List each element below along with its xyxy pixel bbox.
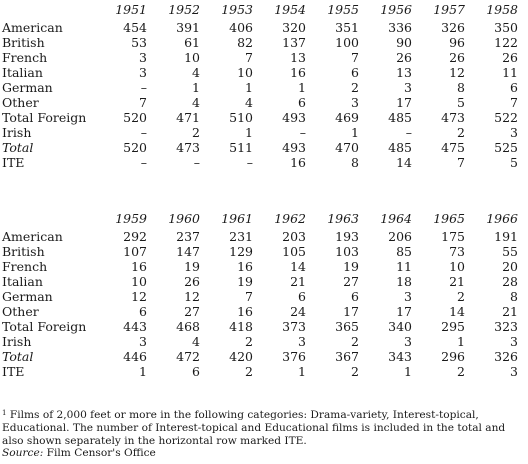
table-row [0, 95, 524, 110]
year-header-row [0, 211, 524, 229]
table-cell: 469 [335, 110, 359, 125]
table-cell: 27 [343, 274, 359, 289]
year-header: 1965 [433, 211, 465, 226]
table-cell: 28 [502, 274, 518, 289]
table-cell: 18 [396, 274, 412, 289]
table-cell: 26 [184, 274, 200, 289]
table-cell: 19 [184, 259, 200, 274]
table-cell: 473 [176, 140, 200, 155]
table-row [0, 274, 524, 289]
table-cell: 418 [229, 319, 253, 334]
table-cell: 3 [139, 334, 147, 349]
row-label: British [2, 244, 45, 259]
table-cell: 53 [131, 35, 147, 50]
table-cell: 3 [404, 334, 412, 349]
source-line [2, 447, 156, 460]
table-cell: 520 [123, 110, 147, 125]
year-header: 1961 [221, 211, 253, 226]
table-cell: 147 [176, 244, 200, 259]
table-cell: 323 [494, 319, 518, 334]
table-cell: 376 [282, 349, 306, 364]
table-cell: 2 [245, 364, 253, 379]
table-cell: – [246, 155, 253, 170]
footnote [2, 407, 524, 448]
table-cell: 27 [184, 304, 200, 319]
table-cell: 7 [351, 50, 359, 65]
table-cell: 17 [396, 304, 412, 319]
table-cell: 493 [282, 140, 306, 155]
table-cell: 520 [123, 140, 147, 155]
table-cell: 7 [457, 155, 465, 170]
row-label: Italian [2, 65, 43, 80]
table-cell: 2 [192, 125, 200, 140]
table-cell: 7 [245, 289, 253, 304]
table-row [0, 349, 524, 364]
row-label: Total Foreign [2, 319, 87, 334]
table-row [0, 289, 524, 304]
table-cell: 237 [176, 229, 200, 244]
table-cell: 1 [457, 334, 465, 349]
table-cell: 82 [237, 35, 253, 50]
table-cell: 6 [298, 95, 306, 110]
table-cell: 326 [441, 20, 465, 35]
table-row [0, 50, 524, 65]
table-cell: 1 [298, 80, 306, 95]
table-cell: 510 [229, 110, 253, 125]
table-cell: 443 [123, 319, 147, 334]
table-cell: 367 [335, 349, 359, 364]
table-cell: 2 [457, 125, 465, 140]
table-cell: 4 [245, 95, 253, 110]
films-table-1959-1966 [0, 211, 524, 379]
table-cell: – [193, 155, 200, 170]
table-cell: 6 [192, 364, 200, 379]
table-row [0, 80, 524, 95]
table-cell: 55 [502, 244, 518, 259]
table-cell: 7 [510, 95, 518, 110]
table-cell: 14 [449, 304, 465, 319]
year-header: 1957 [433, 2, 465, 17]
table-cell: – [405, 125, 412, 140]
table-cell: 1 [298, 364, 306, 379]
row-label: ITE [2, 364, 25, 379]
year-header-row [0, 2, 524, 20]
table-header [0, 2, 524, 20]
table-cell: 475 [441, 140, 465, 155]
table-cell: 511 [229, 140, 253, 155]
table-cell: 3 [298, 334, 306, 349]
source-text: Film Censor's Office [46, 447, 156, 459]
table-cell: 292 [123, 229, 147, 244]
table-cell: 61 [184, 35, 200, 50]
row-label: American [2, 229, 63, 244]
table-cell: 454 [123, 20, 147, 35]
footnote-text: Films of 2,000 feet or more in the following categories: Drama-variety, Interest-topical, Educational. The number of Interest-topical and Educational films is included in the total and also shown separately in the horizontal row marked ITE. [2, 409, 506, 447]
table-row [0, 229, 524, 244]
row-label: German [2, 289, 53, 304]
table-cell: 1 [404, 364, 412, 379]
table-cell: 373 [282, 319, 306, 334]
table-cell: 11 [502, 65, 518, 80]
table-cell: 326 [494, 349, 518, 364]
table-cell: 100 [335, 35, 359, 50]
year-header: 1954 [274, 2, 306, 17]
table-cell: 295 [441, 319, 465, 334]
header-corner [0, 2, 100, 20]
table-cell: – [140, 155, 147, 170]
table-cell: 3 [404, 289, 412, 304]
row-label: Other [2, 95, 39, 110]
row-label: German [2, 80, 53, 95]
table-cell: 21 [449, 274, 465, 289]
year-header: 1953 [221, 2, 253, 17]
table-cell: 2 [457, 364, 465, 379]
table-row [0, 155, 524, 170]
table-row [0, 304, 524, 319]
table-cell: 191 [494, 229, 518, 244]
table-cell: 73 [449, 244, 465, 259]
table-cell: 19 [343, 259, 359, 274]
table-cell: 1 [245, 80, 253, 95]
table-cell: 365 [335, 319, 359, 334]
table-cell: 343 [388, 349, 412, 364]
table-cell: 493 [282, 110, 306, 125]
row-label: French [2, 50, 48, 65]
table-row [0, 244, 524, 259]
table-cell: 175 [441, 229, 465, 244]
table-cell: 468 [176, 319, 200, 334]
table-cell: 193 [335, 229, 359, 244]
table-row [0, 20, 524, 35]
year-header: 1963 [327, 211, 359, 226]
year-header: 1951 [115, 2, 147, 17]
table-cell: 16 [237, 304, 253, 319]
table-cell: 5 [457, 95, 465, 110]
table-body [0, 229, 524, 379]
table-cell: 26 [396, 50, 412, 65]
table-cell: 485 [388, 140, 412, 155]
row-label: British [2, 35, 45, 50]
table-cell: 14 [290, 259, 306, 274]
table-cell: 522 [494, 110, 518, 125]
table-cell: 1 [245, 125, 253, 140]
row-label: French [2, 259, 48, 274]
table-cell: 6 [351, 65, 359, 80]
table-cell: 2 [245, 334, 253, 349]
row-label: Total Foreign [2, 110, 87, 125]
row-label: ITE [2, 155, 25, 170]
table-cell: 8 [351, 155, 359, 170]
table-cell: 296 [441, 349, 465, 364]
films-table-1951-1958 [0, 2, 524, 170]
table-cell: 90 [396, 35, 412, 50]
table-cell: 14 [396, 155, 412, 170]
table-cell: 6 [510, 80, 518, 95]
row-label: Total [2, 140, 34, 155]
table-cell: 105 [282, 244, 306, 259]
table-cell: 6 [351, 289, 359, 304]
table-header [0, 211, 524, 229]
row-label: American [2, 20, 63, 35]
year-header: 1966 [486, 211, 518, 226]
year-header: 1956 [380, 2, 412, 17]
row-label: Italian [2, 274, 43, 289]
year-header: 1962 [274, 211, 306, 226]
table-cell: 320 [282, 20, 306, 35]
table-cell: 12 [131, 289, 147, 304]
table-cell: 4 [192, 334, 200, 349]
table-cell: 96 [449, 35, 465, 50]
table-cell: 12 [184, 289, 200, 304]
table-cell: 3 [404, 80, 412, 95]
table-row [0, 319, 524, 334]
table-cell: 3 [510, 125, 518, 140]
table-cell: 3 [351, 95, 359, 110]
table-cell: 336 [388, 20, 412, 35]
table-cell: 231 [229, 229, 253, 244]
table-cell: 12 [449, 65, 465, 80]
table-cell: – [299, 125, 306, 140]
table-cell: 11 [396, 259, 412, 274]
table-cell: 391 [176, 20, 200, 35]
row-label: Irish [2, 334, 32, 349]
table-cell: 2 [351, 334, 359, 349]
year-header: 1960 [168, 211, 200, 226]
table-row [0, 140, 524, 155]
table-row [0, 334, 524, 349]
table-body [0, 20, 524, 170]
table-cell: 21 [502, 304, 518, 319]
table-cell: 3 [139, 65, 147, 80]
table-cell: 473 [441, 110, 465, 125]
table-cell: 7 [139, 95, 147, 110]
table-cell: 137 [282, 35, 306, 50]
table-cell: 103 [335, 244, 359, 259]
table-cell: 1 [351, 125, 359, 140]
table-cell: 8 [457, 80, 465, 95]
table-cell: 470 [335, 140, 359, 155]
table-cell: 472 [176, 349, 200, 364]
table-cell: 5 [510, 155, 518, 170]
table-cell: 26 [449, 50, 465, 65]
footnote-marker: 1 [2, 409, 7, 417]
table-cell: 3 [510, 364, 518, 379]
table-cell: – [140, 125, 147, 140]
table-cell: 10 [184, 50, 200, 65]
row-label: Total [2, 349, 34, 364]
table-cell: 17 [396, 95, 412, 110]
table-cell: 1 [192, 80, 200, 95]
table-cell: 6 [298, 289, 306, 304]
table-cell: 525 [494, 140, 518, 155]
table-row [0, 259, 524, 274]
table-cell: 16 [290, 65, 306, 80]
table-cell: 129 [229, 244, 253, 259]
table-row [0, 125, 524, 140]
table-cell: 7 [245, 50, 253, 65]
table-cell: 10 [449, 259, 465, 274]
table-cell: 2 [457, 289, 465, 304]
table-cell: 3 [139, 50, 147, 65]
year-header: 1959 [115, 211, 147, 226]
table-cell: 446 [123, 349, 147, 364]
table-cell: 406 [229, 20, 253, 35]
table-cell: 420 [229, 349, 253, 364]
row-label: Irish [2, 125, 32, 140]
table-cell: 24 [290, 304, 306, 319]
table-cell: 85 [396, 244, 412, 259]
table-cell: 6 [139, 304, 147, 319]
table-cell: 19 [237, 274, 253, 289]
table-cell: 10 [237, 65, 253, 80]
year-header: 1964 [380, 211, 412, 226]
table-cell: 13 [290, 50, 306, 65]
table-cell: 351 [335, 20, 359, 35]
table-cell: 2 [351, 80, 359, 95]
year-header: 1958 [486, 2, 518, 17]
table-cell: 203 [282, 229, 306, 244]
table-cell: 4 [192, 95, 200, 110]
year-header: 1955 [327, 2, 359, 17]
table-cell: 485 [388, 110, 412, 125]
table-cell: 206 [388, 229, 412, 244]
table-cell: 16 [290, 155, 306, 170]
table-row [0, 110, 524, 125]
row-label: Other [2, 304, 39, 319]
table-cell: 1 [139, 364, 147, 379]
header-corner [0, 211, 100, 229]
table-cell: 16 [237, 259, 253, 274]
table-cell: 16 [131, 259, 147, 274]
table-row [0, 364, 524, 379]
table-cell: 2 [351, 364, 359, 379]
table-cell: 350 [494, 20, 518, 35]
table-cell: – [140, 80, 147, 95]
table-cell: 4 [192, 65, 200, 80]
table-cell: 21 [290, 274, 306, 289]
source-label: Source: [2, 447, 44, 459]
table-row [0, 35, 524, 50]
year-header: 1952 [168, 2, 200, 17]
table-cell: 10 [131, 274, 147, 289]
table-cell: 20 [502, 259, 518, 274]
table-cell: 8 [510, 289, 518, 304]
table-cell: 17 [343, 304, 359, 319]
table-cell: 3 [510, 334, 518, 349]
table-row [0, 65, 524, 80]
table-cell: 340 [388, 319, 412, 334]
table-cell: 13 [396, 65, 412, 80]
table-cell: 122 [494, 35, 518, 50]
table-cell: 107 [123, 244, 147, 259]
table-cell: 471 [176, 110, 200, 125]
table-cell: 26 [502, 50, 518, 65]
